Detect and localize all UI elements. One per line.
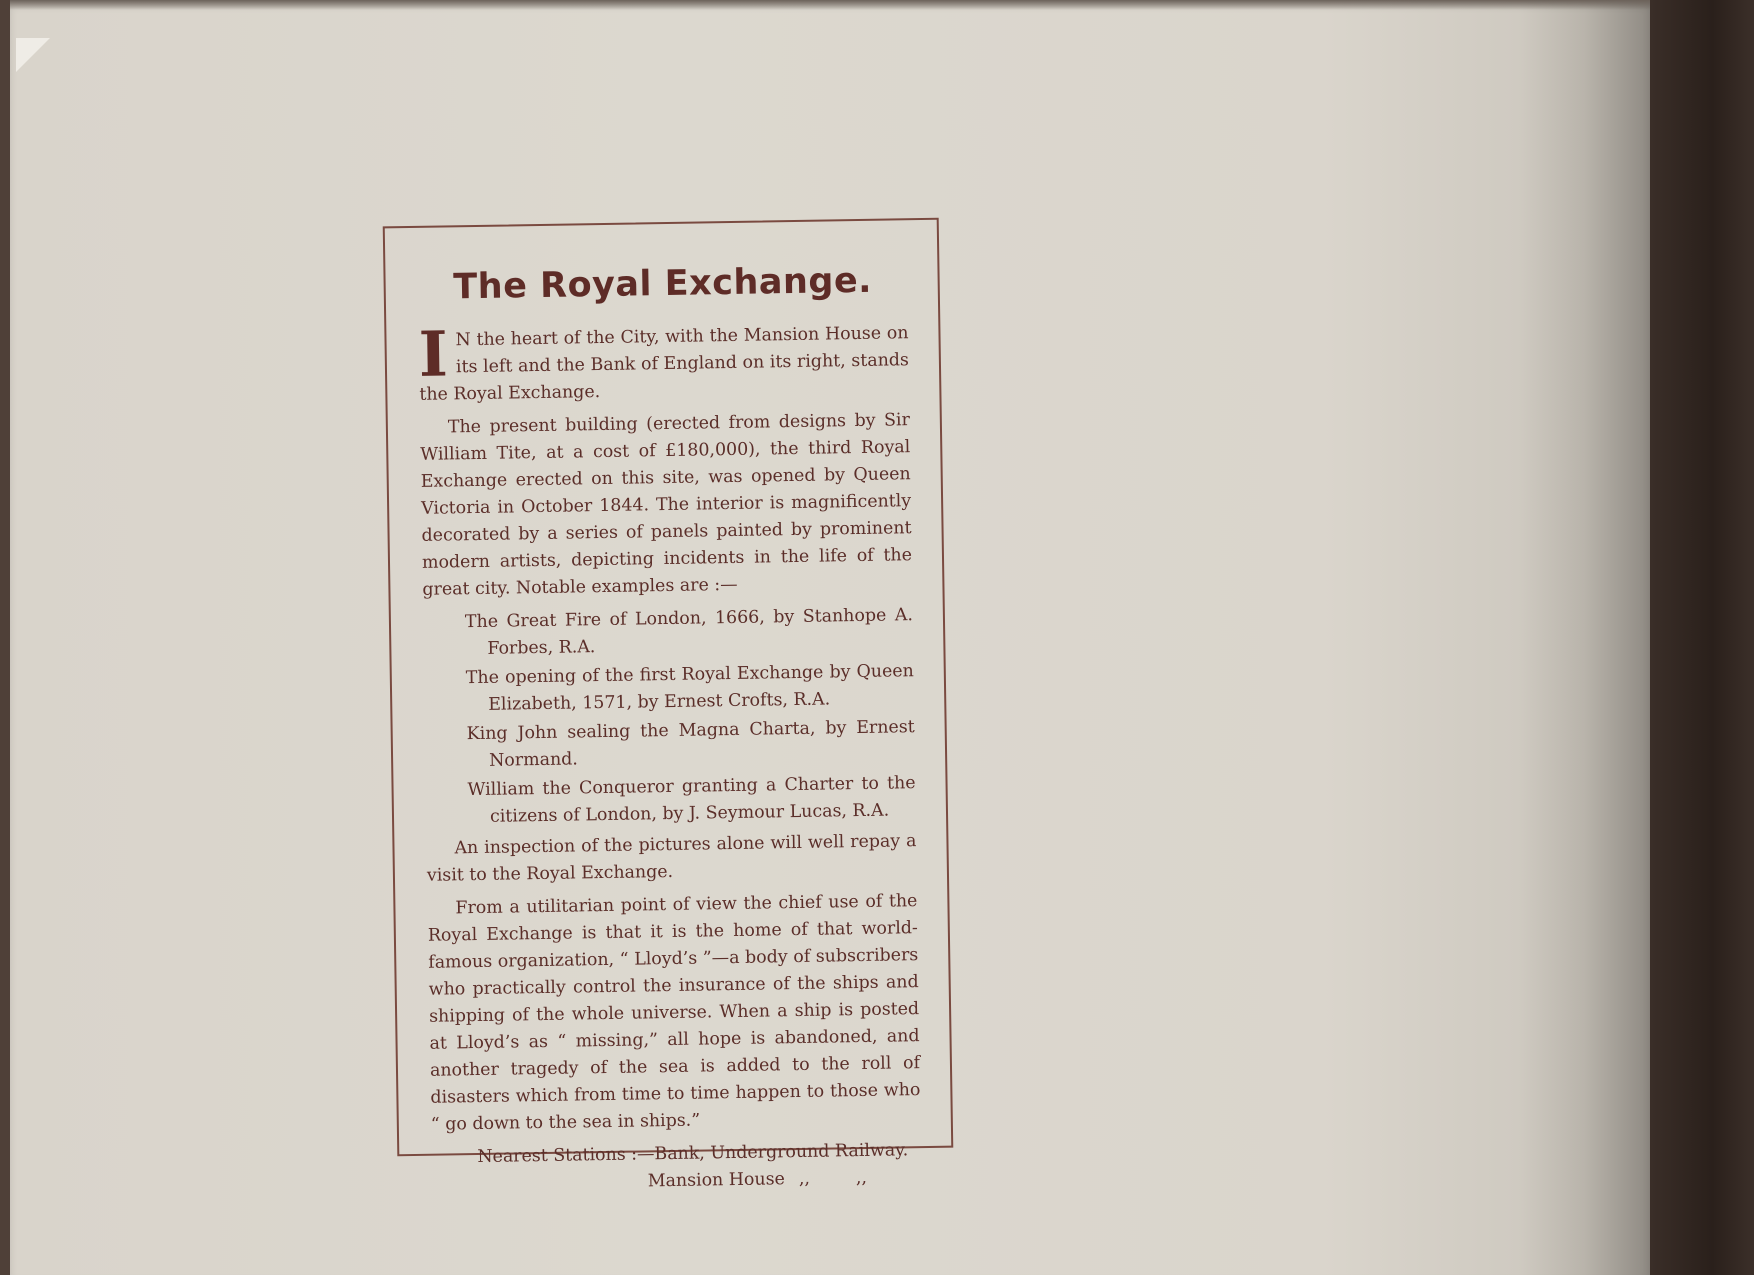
inspection-paragraph: An inspection of the pictures alone will well repay a visit to the Royal Exchange. — [426, 831, 917, 886]
ditto-mark: ,, — [855, 1167, 868, 1189]
photo-corner-tab — [16, 38, 50, 72]
lloyds-paragraph: From a utilitarian point of view the chief use of the Royal Exchange is that it is the home of that world-famous organization, “ Lloyd’s ”—a body of subscribers who practically control the insurance of the ships and shipping of the whole universe. When a ship is posted at Lloyd’s as “ missing,” all hope is abandoned, and another tragedy of the sea is added to the roll of disasters which from time to time happen to those who “ go down to the sea in ships.” — [427, 891, 921, 1135]
intro-paragraph — [418, 317, 910, 409]
book-edge-left — [0, 0, 10, 1275]
book-page — [10, 0, 1650, 1275]
list-item: William the Conqueror granting a Charter to the citizens of London, by J. Seymour Lucas, R.A. — [467, 773, 916, 827]
list-item: King John sealing the Magna Charta, by Ernest Normand. — [466, 717, 915, 771]
page-title: The Royal Exchange. — [453, 260, 873, 308]
examples-list — [423, 602, 916, 832]
station-mansion-house: Mansion House — [647, 1169, 786, 1192]
drop-cap: I — [418, 317, 449, 391]
nearest-stations — [431, 1137, 922, 1199]
list-item: The opening of the first Royal Exchange by Queen Elizabeth, 1571, by Ernest Crofts, R.A. — [465, 661, 914, 715]
intro-text: N the heart of the City, with the Mansion House on its left and the Bank of England on its right, stands the Royal Exchange. — [419, 323, 910, 405]
building-paragraph: The present building (erected from designs by Sir William Tite, at a cost of £180,000), the third Royal Exchange erected on this site, was opened by Queen Victoria in October 1844. The interior is magnificently decorated by a series of panels painted by prominent modern artists, depicting incidents in the life of the great city. Notable examples are :— — [420, 410, 913, 600]
list-item: The Great Fire of London, 1666, by Stanhope A. Forbes, R.A. — [464, 605, 914, 659]
stations-label: Nearest Stations :— — [477, 1144, 655, 1168]
station-bank: Bank, Underground Railway. — [654, 1140, 909, 1165]
page-top-shadow — [10, 0, 1650, 10]
book-spine — [1650, 0, 1754, 1275]
ditto-mark: ,, — [798, 1168, 811, 1190]
article-panel — [383, 218, 954, 1192]
